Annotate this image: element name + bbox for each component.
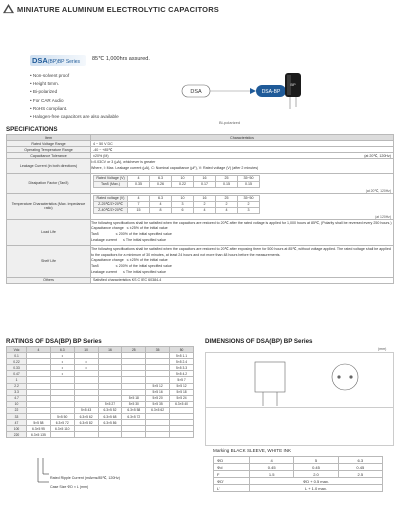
spec-value: The following specifications shall be satisfied when the capacitors are restored to 20℃ after the rated voltage is applied for 1,000 hours at 85℃, (Polarity shall be reversed every 250 hours.) Capacitance change ≤ ±25% of the initial value Tanδ ≤ 200% of the initial specified value Leakage current ≤ The initial specified value [91,219,394,245]
ratings-voltage-head: 25 [122,347,146,353]
dissipation-table: Rated Voltage (V) 4 6.3 10 16 25 35~50 Tanδ (Max.) 0.35 0.26 0.22 0.17 0.15 0.15 [93,175,260,188]
spec-item: Operating Temperature Range [7,147,91,153]
ratings-cell: 5×5 20 [146,395,170,401]
specifications-table [6,134,394,284]
ratings-vdc-head: Vdc [7,347,27,353]
table-row: F 1.5 2.0 2.5 [214,471,383,478]
marking-note: Marking BLACK SLEEVE, WHITE INK [213,448,292,453]
spec-item: Leakage Current (in both directions) [7,159,91,174]
ratings-capacitance-cell: 1 [7,377,27,383]
spec-item: Capacitance Tolerance [7,153,91,159]
ratings-capacitance-cell: 2.2 [7,383,27,389]
capacitor-photo-icon [282,72,304,110]
ratings-notes [50,474,120,492]
ratings-cell: 5×5 27 [98,401,122,407]
ratings-cell [122,432,146,438]
series-name-sub: (BP) [47,59,58,65]
series-name [32,56,80,65]
ratings-cell [74,432,98,438]
ratings-cell: 6.3×5 58 [122,407,146,413]
flow-note: Bi-polarized [219,120,241,125]
ratings-cell: 5×5 43 [74,407,98,413]
flow-arrow-icon [250,88,256,94]
ratings-cell [146,432,170,438]
ratings-voltage-head: 4 [27,347,51,353]
table-row [7,245,394,277]
ratings-capacitance-cell: 22 [7,407,27,413]
ratings-cell: 5×5 2.4 [170,359,194,365]
spec-value: Satisfied characteristics KS C IEC 60384-4 [91,277,394,283]
ratings-capacitance-cell: 3.3 [7,389,27,395]
series-name-main: DSA [32,56,48,65]
spec-value: I=0.03CV or 3 (μA), whichever is greater Where, I: Max. Leakage current (μA), C: Nominal capacitance (μF), V: Rated voltage (V) (after 2 minutes) [91,159,394,174]
col-characteristics: Characteristics [91,135,394,141]
temp-char-table: Rated voltage (V) 4 6.3 10 16 25 35~50 Z-25℃/Z+20℃ 7 4 3 2 2 2 Z-40℃/Z+20℃ 15 8 6 4 4 3 [93,195,260,214]
ratings-cell: 5×5 50 [50,414,74,420]
ratings-voltage-head: 16 [98,347,122,353]
ratings-cell: 5×5 35 [146,401,170,407]
svg-text:BP: BP [290,82,296,87]
feature-item: • Halogen-free capacitors are also available [30,114,119,120]
ratings-capacitance-cell: 100 [7,426,27,432]
feature-list [30,72,119,121]
ratings-cell: 5×5 12 [170,383,194,389]
feature-item: • Height 5mm. [30,81,59,87]
ratings-cell: 5×5 12 [146,383,170,389]
ratings-dot-icon: • [85,364,87,370]
ratings-cell: 5×5 18 [170,389,194,395]
spec-item: Others [7,277,91,283]
series-name-tail: BP Series [57,59,80,65]
feature-item: • RoHS compliant. [30,105,68,111]
ratings-pointer-icon [34,458,50,488]
spec-value: Rated Voltage (V) 4 6.3 10 16 25 35~50 Tanδ (Max.) 0.35 0.26 0.22 0.17 0.15 0.15 (at 20℃, 120Hz) [91,173,394,193]
feature-item: • Bi-polarized [30,89,58,95]
ratings-cell: 6.3×5 52 [98,407,122,413]
feature-item: • For CAR Audio [30,97,64,103]
spec-item: Dissipation Factor (Tanδ) [7,173,91,193]
ratings-note-ripple: Rated Ripple Current (mArms/85℃, 120Hz) [50,476,120,480]
col-item: Item [7,135,91,141]
flow-from-label: DSA [190,89,202,96]
ratings-note-case: Case Size ΦD × L (mm) [50,485,89,489]
ratings-cell: 5×5 7 [170,377,194,383]
ratings-dot-icon: • [61,358,63,364]
ratings-capacitance-cell: 0.1 [7,353,27,359]
ratings-cell [50,432,74,438]
ratings-capacitance-cell: 33 [7,414,27,420]
spec-value: ±20% (M) (at 20℃, 120Hz) [91,153,394,159]
ratings-title: RATINGS OF DSA(BP) BP Series [6,338,102,345]
ratings-cell: 6.3×5 40 [170,401,194,407]
ratings-table [6,346,194,438]
ratings-capacitance-cell: 4.7 [7,395,27,401]
marking-box [205,408,394,446]
spec-value: -40 ~ +85℃ [91,147,394,153]
spec-item: Load Life [7,219,91,245]
ratings-cell: 5×5 24 [170,395,194,401]
ratings-cell: 5×5 3.3 [170,365,194,371]
ratings-capacitance-cell: 0.47 [7,371,27,377]
ratings-dot-icon: • [61,370,63,376]
ratings-cell: 6.3×5 110 [50,426,74,432]
ratings-cell [170,432,194,438]
ratings-capacitance-cell: 220 [7,432,27,438]
spec-item: Shelf Life [7,245,91,277]
table-row [7,159,394,174]
flow-to-label: DSA-BP [261,89,281,96]
spec-value: 4 ~ 50 V DC [91,141,394,147]
table-row [7,219,394,245]
ratings-cell: 6.3×5 135 [27,432,51,438]
spec-item: Temperature Characteristics (Max. impedance ratio) [7,193,91,219]
ratings-cell: 5×5 30 [122,401,146,407]
ratings-cell: 6.3×5 62 [74,414,98,420]
spec-value: Rated voltage (V) 4 6.3 10 16 25 35~50 Z-25℃/Z+20℃ 7 4 3 2 2 2 Z-40℃/Z+20℃ 15 8 6 4 4 3 (at 120Hz) [91,193,394,219]
ratings-cell: 5×5 4.2 [170,371,194,377]
ratings-voltage-head: 35 [146,347,170,353]
ratings-capacitance-cell: 0.33 [7,365,27,371]
ratings-voltage-head: 50 [170,347,194,353]
ratings-voltage-head: 10 [74,347,98,353]
table-row [7,277,394,283]
table-row: ΦD 4 5 6.3 [214,457,383,464]
ratings-voltage-head: 6.3 [50,347,74,353]
table-row: L' L + 1.0 max. [214,485,383,492]
ratings-cell: 5×5 58 [27,420,51,426]
ratings-cell: 5×5 1.1 [170,353,194,359]
ratings-cell: 6.3×5 68 [98,414,122,420]
ratings-cell: 5×5 16 [146,389,170,395]
series-flow-diagram [180,80,290,110]
ratings-cell: 6.3×5 72 [50,420,74,426]
ratings-body [7,353,194,438]
ratings-capacitance-cell: 0.22 [7,359,27,365]
ratings-cell: 6.3×5 82 [74,420,98,426]
ratings-dot-icon: • [85,358,87,364]
spec-item: Rated Voltage Range [7,141,91,147]
ratings-dot-icon: • [61,364,63,370]
table-row: Φd 0.45 0.45 0.45 [214,464,383,471]
ratings-capacitance-cell: 47 [7,420,27,426]
table-row [7,193,394,219]
specifications-title: SPECIFICATIONS [6,126,58,133]
page-header [0,0,400,24]
table-row [7,173,394,193]
ratings-cell: 6.3×5 95 [27,426,51,432]
series-note: 85℃ 1,000hrs assured. [92,56,150,62]
dimension-drawing-icon [205,352,394,408]
ratings-dot-icon: • [61,352,63,358]
table-row [7,432,194,438]
dimensions-title: DIMENSIONS OF DSA(BP) BP Series [205,338,313,345]
ratings-cell: 6.3×5 62 [146,407,170,413]
dimensions-table [213,456,383,492]
feature-item: • Non-solvent proof [30,73,70,78]
ratings-cell: 6.3×5 72 [122,414,146,420]
spec-value: The following specifications shall be satisfied when the capacitors are restored to 20℃ after exposing them for 500 hours at 85℃, without voltage applied. The rated voltage shall be applied to the capacitors for a minimum of 30 minutes, at least 24 hours and not more than 48 hours before the measurements. Capacitance change ≤ ±25% of the initial value Tanδ ≤ 200% of the initial specified value Leakage current ≤ The initial specified value [91,245,394,277]
table-row: ΦD' ΦD + 0.5 max. [214,478,383,485]
ratings-cell: 5×5 18 [122,395,146,401]
brand-logo-icon [3,4,14,15]
ratings-capacitance-cell: 10 [7,401,27,407]
ratings-cell [98,432,122,438]
ratings-cell: 6.3×5 86 [98,420,122,426]
dimensions-unit: (mm) [378,347,387,351]
page-title: MINIATURE ALUMINUM ELECTROLYTIC CAPACITORS [17,5,220,14]
